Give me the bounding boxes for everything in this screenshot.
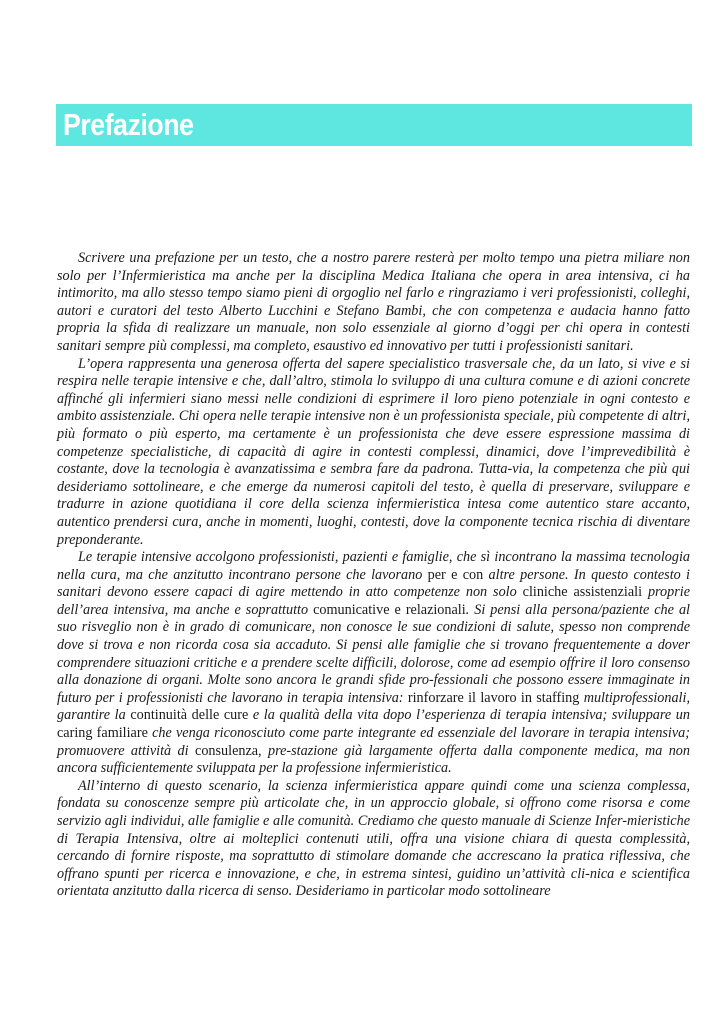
paragraph-3-upright: consulenza,	[195, 742, 262, 759]
preface-body	[57, 250, 690, 901]
paragraph-3-upright: continuità delle cure	[130, 707, 249, 724]
paragraph-3-text: multiprofessionali, garantire la	[57, 689, 690, 724]
paragraph-3-upright: per e con	[427, 566, 484, 583]
paragraph-3-text: che venga riconosciuto come parte integrante ed essenziale del lavorare in terapia intensiva; promuovere attività di	[57, 725, 690, 759]
paragraph-3-text: e la qualità della vita dopo l’esperienza di terapia intensiva; sviluppare un	[248, 707, 690, 724]
paragraph-3	[57, 549, 690, 778]
paragraph-4: All’interno di questo scenario, la scienza infermieristica appare quindi come una scienza complessa, fondata su conoscenze sempre più articolate che, in un approccio globale, si offrono come risorsa e come servizio agli individui, alle famiglie e alle comunità. Crediamo che questo manuale di Scienze Infer-mieristiche di Terapia Intensiva, oltre ai molteplici contenuti utili, offra una visione chiara di questa complessità, cercando di fornire risposte, ma soprattutto di stimolare domande che accrescano la pratica riflessiva, che offrano spunti per ricerca e innovazione, e che, in estrema sintesi, guidino un’attività cli-nica e scientifica orientata anzitutto dalla ricerca di senso. Desideriamo in particolar modo sottolineare	[57, 777, 690, 900]
paragraph-3-upright: caring familiare	[57, 725, 148, 742]
paragraph-3-upright: comunicative e relazionali	[313, 601, 466, 618]
paragraph-3-text: altre persone. In questo contesto i sanitari devono essere capaci di agire mettendo in atto competenze non solo	[57, 566, 690, 601]
header-band	[56, 104, 692, 146]
paragraph-3-upright: rinforzare il lavoro in staffing	[407, 689, 580, 706]
paragraph-3-upright: cliniche assistenziali	[522, 584, 643, 601]
paragraph-3-text: Le terapie intensive accolgono professionisti, pazienti e famiglie, che sì incontrano la massima tecnologia nella cura, ma che anzitutto incontrano persone che lavorano	[57, 549, 690, 583]
paragraph-1: Scrivere una prefazione per un testo, che a nostro parere resterà per molto tempo una pietra miliare non solo per l’Infermieristica ma anche per la disciplina Medica Italiana che opera in area intensiva, ci ha intimorito, ma allo stesso tempo siamo pieni di orgoglio nel farlo e ringraziamo i veri professionisti, colleghi, autori e curatori del testo Alberto Lucchini e Stefano Bambi, che con competenza e audacia hanno fatto propria la sfida di realizzare un manuale, non solo essenziale al giorno d’oggi per chi opera in contesti sanitari sempre più complessi, ma completo, esaustivo ed innovativo per tutti i professionisti sanitari.	[57, 250, 690, 354]
paragraph-3-text: . Si pensi alla persona/paziente che al suo risveglio non è in grado di comunicare, non conosce le sue condizioni di salute, spesso non comprende dove si trova e non ricorda cosa sia accaduto. Si pensi alle famiglie che si trovano frequentemente a dover comprendere situazioni critiche e a prendere scelte difficili, dolorose, come ad esempio offrire il loro consenso alla donazione di organi. Molte sono ancora le grandi sfide pro-fessionali che possono essere immaginate in futuro per i professionisti che lavorano in terapia intensiva:	[57, 601, 690, 706]
page-title: Prefazione	[63, 107, 194, 142]
paragraph-2: L’opera rappresenta una generosa offerta del sapere specialistico trasversale che, da un lato, si vive e si respira nelle terapie intensive e che, dall’altro, stimola lo sviluppo di una cultura comune e di azioni concrete affinché gli infermieri siano messi nelle condizioni di esprimere il loro pieno potenziale in ogni contesto e ambito assistenziale. Chi opera nelle terapie intensive non è un professionista speciale, più competente di altri, più formato o più esperto, ma certamente è un professionista che deve essere espressione massima di competenze specialistiche, di capacità di agire in contesti complessi, dinamici, dove l’imprevedibilità è costante, dove la tecnologia è avanzatissima e sembra fare da padrona. Tutta-via, la competenza che più qui desideriamo sottolineare, e che emerge da numerosi capitoli del testo, è quella di preservare, sviluppare e tradurre in azione quotidiana il core della scienza infermieristica intesa come autentico stare accanto, autentico prendersi cura, anche in momenti, luoghi, contesti, dove la componente tecnica rischia di diventare preponderante.	[57, 355, 690, 548]
paragraph-3-text: pre-stazione già largamente offerta dalla componente medica, ma non ancora sufficientemente sviluppata per la professione infermieristica.	[57, 742, 690, 777]
paragraph-3-text: proprie dell’area intensiva, ma anche e soprattutto	[57, 584, 690, 618]
